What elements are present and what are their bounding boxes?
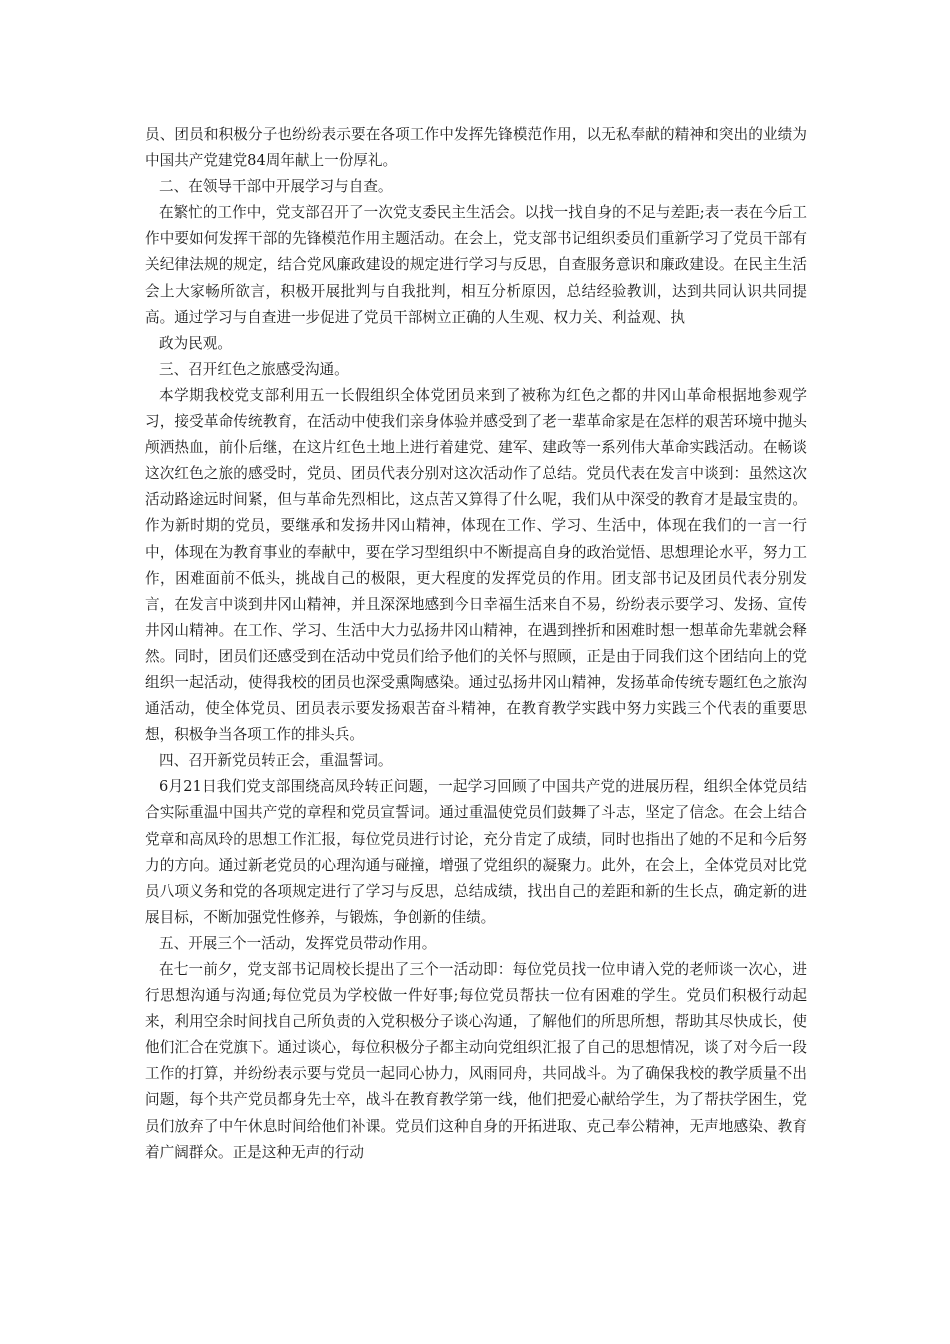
paragraph-study-self-check: 在繁忙的工作中，党支部召开了一次党支委民主生活会。以找一找自身的不足与差距;表一表在今后工作中要如何发挥干部的先锋模范作用主题活动。在会上，党支部书记组织委员们重新学习了党员干部有关纪律法规的规定，结合党风廉政建设的规定进行学习与反思，自查服务意识和廉政建设。在民主生活会上大家畅所欲言，积极开展批判与自我批判，相互分析原因，总结经验教训，达到共同认识共同提高。通过学习与自查进一步促进了党员干部树立正确的人生观、权力关、利益观、执 (145, 204, 807, 326)
section-heading-4: 四、召开新党员转正会，重温誓词。 (159, 752, 393, 770)
paragraph-red-tour: 本学期我校党支部利用五一长假组织全体党团员来到了被称为红色之都的井冈山革命根据地参观学习，接受革命传统教育，在活动中使我们亲身体验并感受到了老一辈革命家是在怎样的艰苦环境中抛头颅洒热血，前仆后继，在这片红色土地上进行着建党、建军、建政等一系列伟大革命实践活动。在畅谈这次红色之旅的感受时，党员、团员代表分别对这次活动作了总结。党员代表在发言中谈到：虽然这次活动路途远时间紧，但与革命先烈相比，这点苦又算得了什么呢，我们从中深受的教育才是最宝贵的。作为新时期的党员，要继承和发扬井冈山精神，体现在工作、学习、生活中，体现在我们的一言一行中，体现在为教育事业的奉献中，要在学习型组织中不断提高自身的政治觉悟、思想理论水平，努力工作，困难面前不低头，挑战自己的极限，更大程度的发挥党员的作用。团支部书记及团员代表分别发言，在发言中谈到井冈山精神，并且深深地感到今日幸福生活来自不易，纷纷表示要学习、发扬、宣传井冈山精神。在工作、学习、生活中大力弘扬井冈山精神，在遇到挫折和困难时想一想革命先辈就会释然。同时，团员们还感受到在活动中党员们给予他们的关怀与照顾，正是由于同我们这个团结向上的党组织一起活动，使得我校的团员也深受熏陶感染。通过弘扬井冈山精神，发扬革命传统专题红色之旅沟通活动，使全体党员、团员表示要发扬艰苦奋斗精神，在教育教学实践中努力实践三个代表的重要思想，积极争当各项工作的排头兵。 (145, 386, 807, 744)
document-body (145, 122, 807, 1166)
section-heading-3: 三、召开红色之旅感受沟通。 (159, 360, 349, 378)
section-heading-5: 五、开展三个一活动，发挥党员带动作用。 (159, 934, 437, 952)
paragraph-three-ones: 在七一前夕，党支部书记周校长提出了三个一活动即：每位党员找一位申请入党的老师谈一次心，进行思想沟通与沟通;每位党员为学校做一件好事;每位党员帮扶一位有困难的学生。党员们积极行动起来，利用空余时间找自己所负责的入党积极分子谈心沟通，了解他们的所思所想，帮助其尽快成长，使他们汇合在党旗下。通过谈心，每位积极分子都主动向党组织汇报了自己的思想情况，谈了对今后一段工作的打算，并纷纷表示要与党员一起同心协力，风雨同舟，共同战斗。为了确保我校的教学质量不出问题，每个共产党员都身先士卒，战斗在教育教学第一线，他们把爱心献给学生，为了帮扶学困生，党员们放弃了中午休息时间给他们补课。党员们这种自身的开拓进取、克己奉公精神，无声地感染、教育着广阔群众。正是这种无声的行动 (145, 961, 807, 1161)
paragraph-fragment: 政为民观。 (159, 334, 232, 352)
paragraph-member-confirmation: 6月21日我们党支部围绕高凤玲转正问题，一起学习回顾了中国共产党的进展历程，组织全体党员结合实际重温中国共产党的章程和党员宣誓词。通过重温使党员们鼓舞了斗志，坚定了信念。在会上结合党章和高凤玲的思想工作汇报，每位党员进行讨论，充分肯定了成绩，同时也指出了她的不足和今后努力的方向。通过新老党员的心理沟通与碰撞，增强了党组织的凝聚力。此外，在会上，全体党员对比党员八项义务和党的各项规定进行了学习与反思，总结成绩，找出自己的差距和新的生长点，确定新的进展目标，不断加强党性修养，与锻炼，争创新的佳绩。 (145, 778, 807, 926)
section-heading-2: 二、在领导干部中开展学习与自查。 (159, 178, 393, 196)
paragraph-continuation: 员、团员和积极分子也纷纷表示要在各项工作中发挥先锋模范作用，以无私奉献的精神和突出的业绩为中国共产党建党84周年献上一份厚礼。 (145, 126, 807, 170)
